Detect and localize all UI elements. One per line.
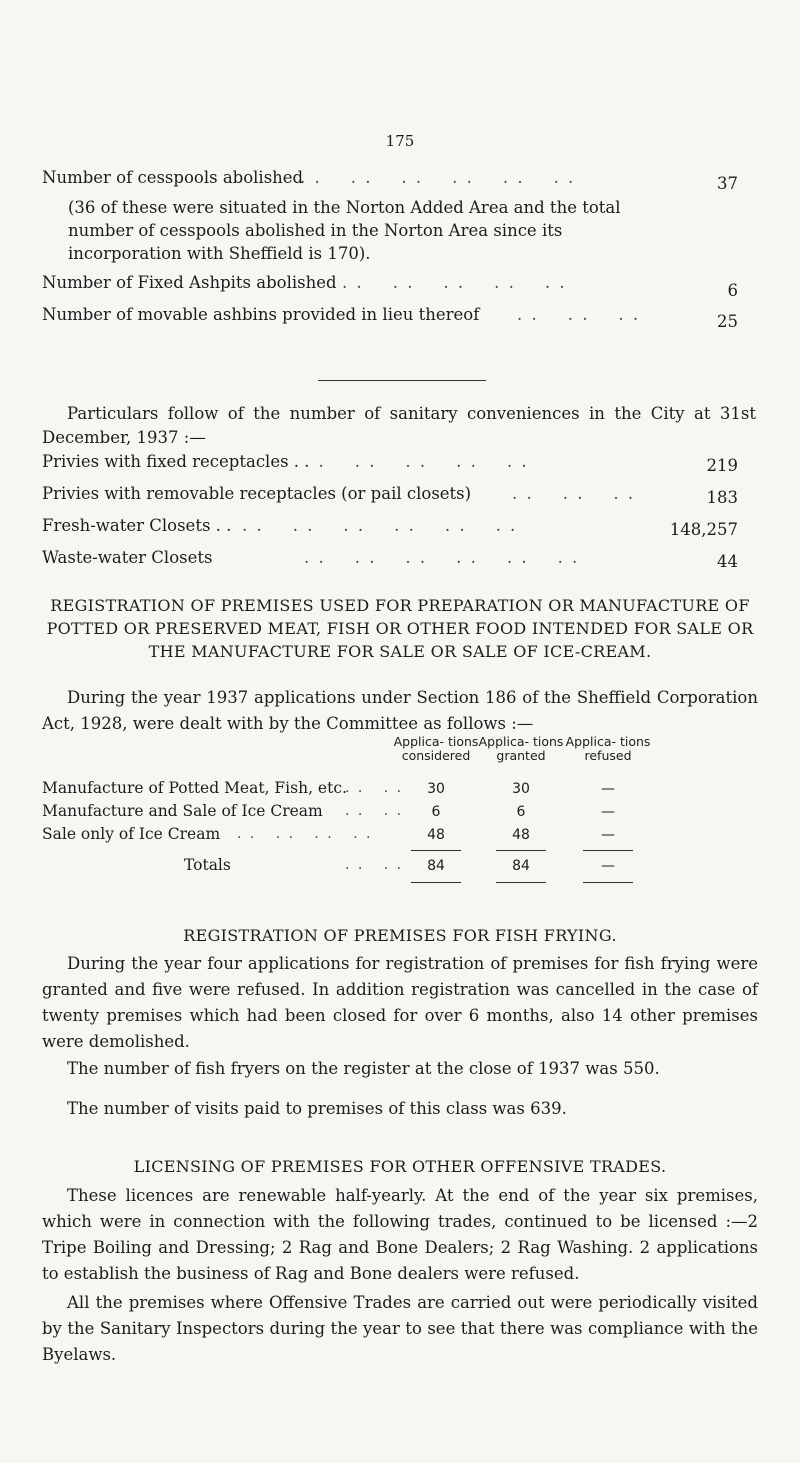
totals-refused: — (601, 858, 615, 874)
totals-rule (496, 882, 546, 883)
cell-considered: 30 (427, 781, 445, 797)
sanitary-label: Waste-water Closets (42, 548, 213, 567)
leader-dots: . . . . . . . . . . . . (304, 548, 580, 567)
fish-frying-para: The number of visits paid to premises of this class was 639. (67, 1099, 567, 1118)
sanitary-value: 219 (706, 456, 738, 475)
sanitary-value: 183 (706, 488, 738, 507)
row-label: Manufacture of Potted Meat, Fish, etc. (42, 779, 347, 797)
offensive-trades-heading: LICENSING OF PREMISES FOR OTHER OFFENSIVE TRADES. (133, 1157, 667, 1176)
leader-dots: . . . . . . (517, 305, 641, 324)
totals-rule (583, 882, 633, 883)
ashbins-row (42, 305, 738, 331)
leader-dots: . . . . (345, 803, 404, 819)
cesspools-abolished-row (42, 168, 738, 193)
sanitary-row (42, 548, 738, 570)
sanitary-value: 148,257 (669, 520, 738, 539)
leader-dots: . . . . . . . . . . (304, 452, 529, 471)
food-registration-intro: During the year 1937 applications under Section 186 of the Sheffield Corporation Act, 1928, were dealt with by the Committee as follows :— (42, 688, 758, 733)
leader-dots: . . . . . . . . . . (342, 273, 567, 292)
sanitary-row (42, 516, 738, 538)
totals-rule (411, 882, 461, 883)
food-registration-heading: REGISTRATION OF PREMISES USED FOR PREPARATION OR MANUFACTURE OF POTTED OR PRESERVED MEAT, FISH OR OTHER FOOD INTENDED FOR SALE OR THE MANUFACTURE FOR SALE OR SALE OF ICE-CREAM. (46, 596, 754, 661)
totals-rule (496, 850, 546, 851)
totals-label: Totals (184, 856, 231, 874)
cell-considered: 6 (431, 804, 441, 820)
cell-granted: 48 (512, 827, 530, 843)
offensive-trades-para: All the premises where Offensive Trades are carried out were periodically visited by the Sanitary Inspectors during the year to see that there was compliance with the Byelaws. (42, 1293, 758, 1364)
sanitary-label: Fresh-water Closets . . (42, 516, 232, 535)
column-header-considered: Applica- tions considered (393, 734, 479, 763)
fish-frying-para: The number of fish fryers on the register at the close of 1937 was 550. (67, 1059, 660, 1078)
ashpits-label: Number of Fixed Ashpits abolished (42, 273, 337, 292)
leader-dots: . . . . (345, 857, 404, 873)
column-header-refused: Applica- tions refused (565, 734, 651, 763)
leader-dots: . . . . (345, 780, 404, 796)
cell-refused: — (601, 804, 615, 820)
leader-dots: . . . . . . . . (237, 826, 373, 842)
sanitary-row (42, 452, 738, 474)
leader-dots: . . . . . . . . . . . . (242, 516, 518, 535)
cesspools-note: (36 of these were situated in the Norton Added Area and the total number of cesspools abolished in the Norton Area since its incorporation with Sheffield is 170). (68, 198, 621, 263)
leader-dots: . . . . . . (512, 484, 636, 503)
row-label: Sale only of Ice Cream (42, 825, 221, 843)
ashbins-label: Number of movable ashbins provided in lieu thereof (42, 305, 480, 324)
sanitary-row (42, 484, 738, 506)
ashpits-row (42, 273, 738, 300)
ashpits-value: 6 (727, 281, 738, 300)
sanitary-value: 44 (717, 552, 738, 571)
totals-considered: 84 (427, 858, 445, 874)
cell-refused: — (601, 827, 615, 843)
fish-frying-heading: REGISTRATION OF PREMISES FOR FISH FRYING. (183, 926, 617, 945)
column-header-granted: Applica- tions granted (478, 734, 564, 763)
fish-frying-para: During the year four applications for registration of premises for fish frying were granted and five were refused. In addition registration was cancelled in the case of twenty premises which had been closed for over 6 months, also 14 other premises were demolished. (42, 954, 758, 1051)
leader-dots: . . . . . . . . . . . . (300, 168, 576, 187)
sanitary-label: Privies with removable receptacles (or pail closets) (42, 484, 472, 503)
cell-granted: 30 (512, 781, 530, 797)
ashbins-value: 25 (717, 312, 738, 331)
sanitary-label: Privies with fixed receptacles . . (42, 452, 310, 471)
row-label: Manufacture and Sale of Ice Cream (42, 802, 323, 820)
totals-granted: 84 (512, 858, 530, 874)
cell-considered: 48 (427, 827, 445, 843)
section-divider (318, 380, 486, 381)
totals-rule (583, 850, 633, 851)
totals-rule (411, 850, 461, 851)
cell-granted: 6 (516, 804, 526, 820)
cell-refused: — (601, 781, 615, 797)
offensive-trades-para: These licences are renewable half-yearly. At the end of the year six premises, which were in connection with the following trades, continued to be licensed :—2 Tripe Boiling and Dressing; 2 Rag and Bone Dealers; 2 Rag Washing. 2 applications to establish the business of Rag and Bone dealers were refused. (42, 1186, 758, 1283)
cesspools-abolished-value: 37 (717, 174, 738, 193)
page-number: 175 (385, 132, 415, 150)
sanitary-intro: Particulars follow of the number of sanitary conveniences in the City at 31st December, 1937 :— (42, 404, 756, 447)
cesspools-abolished-label: Number of cesspools abolished (42, 168, 304, 187)
